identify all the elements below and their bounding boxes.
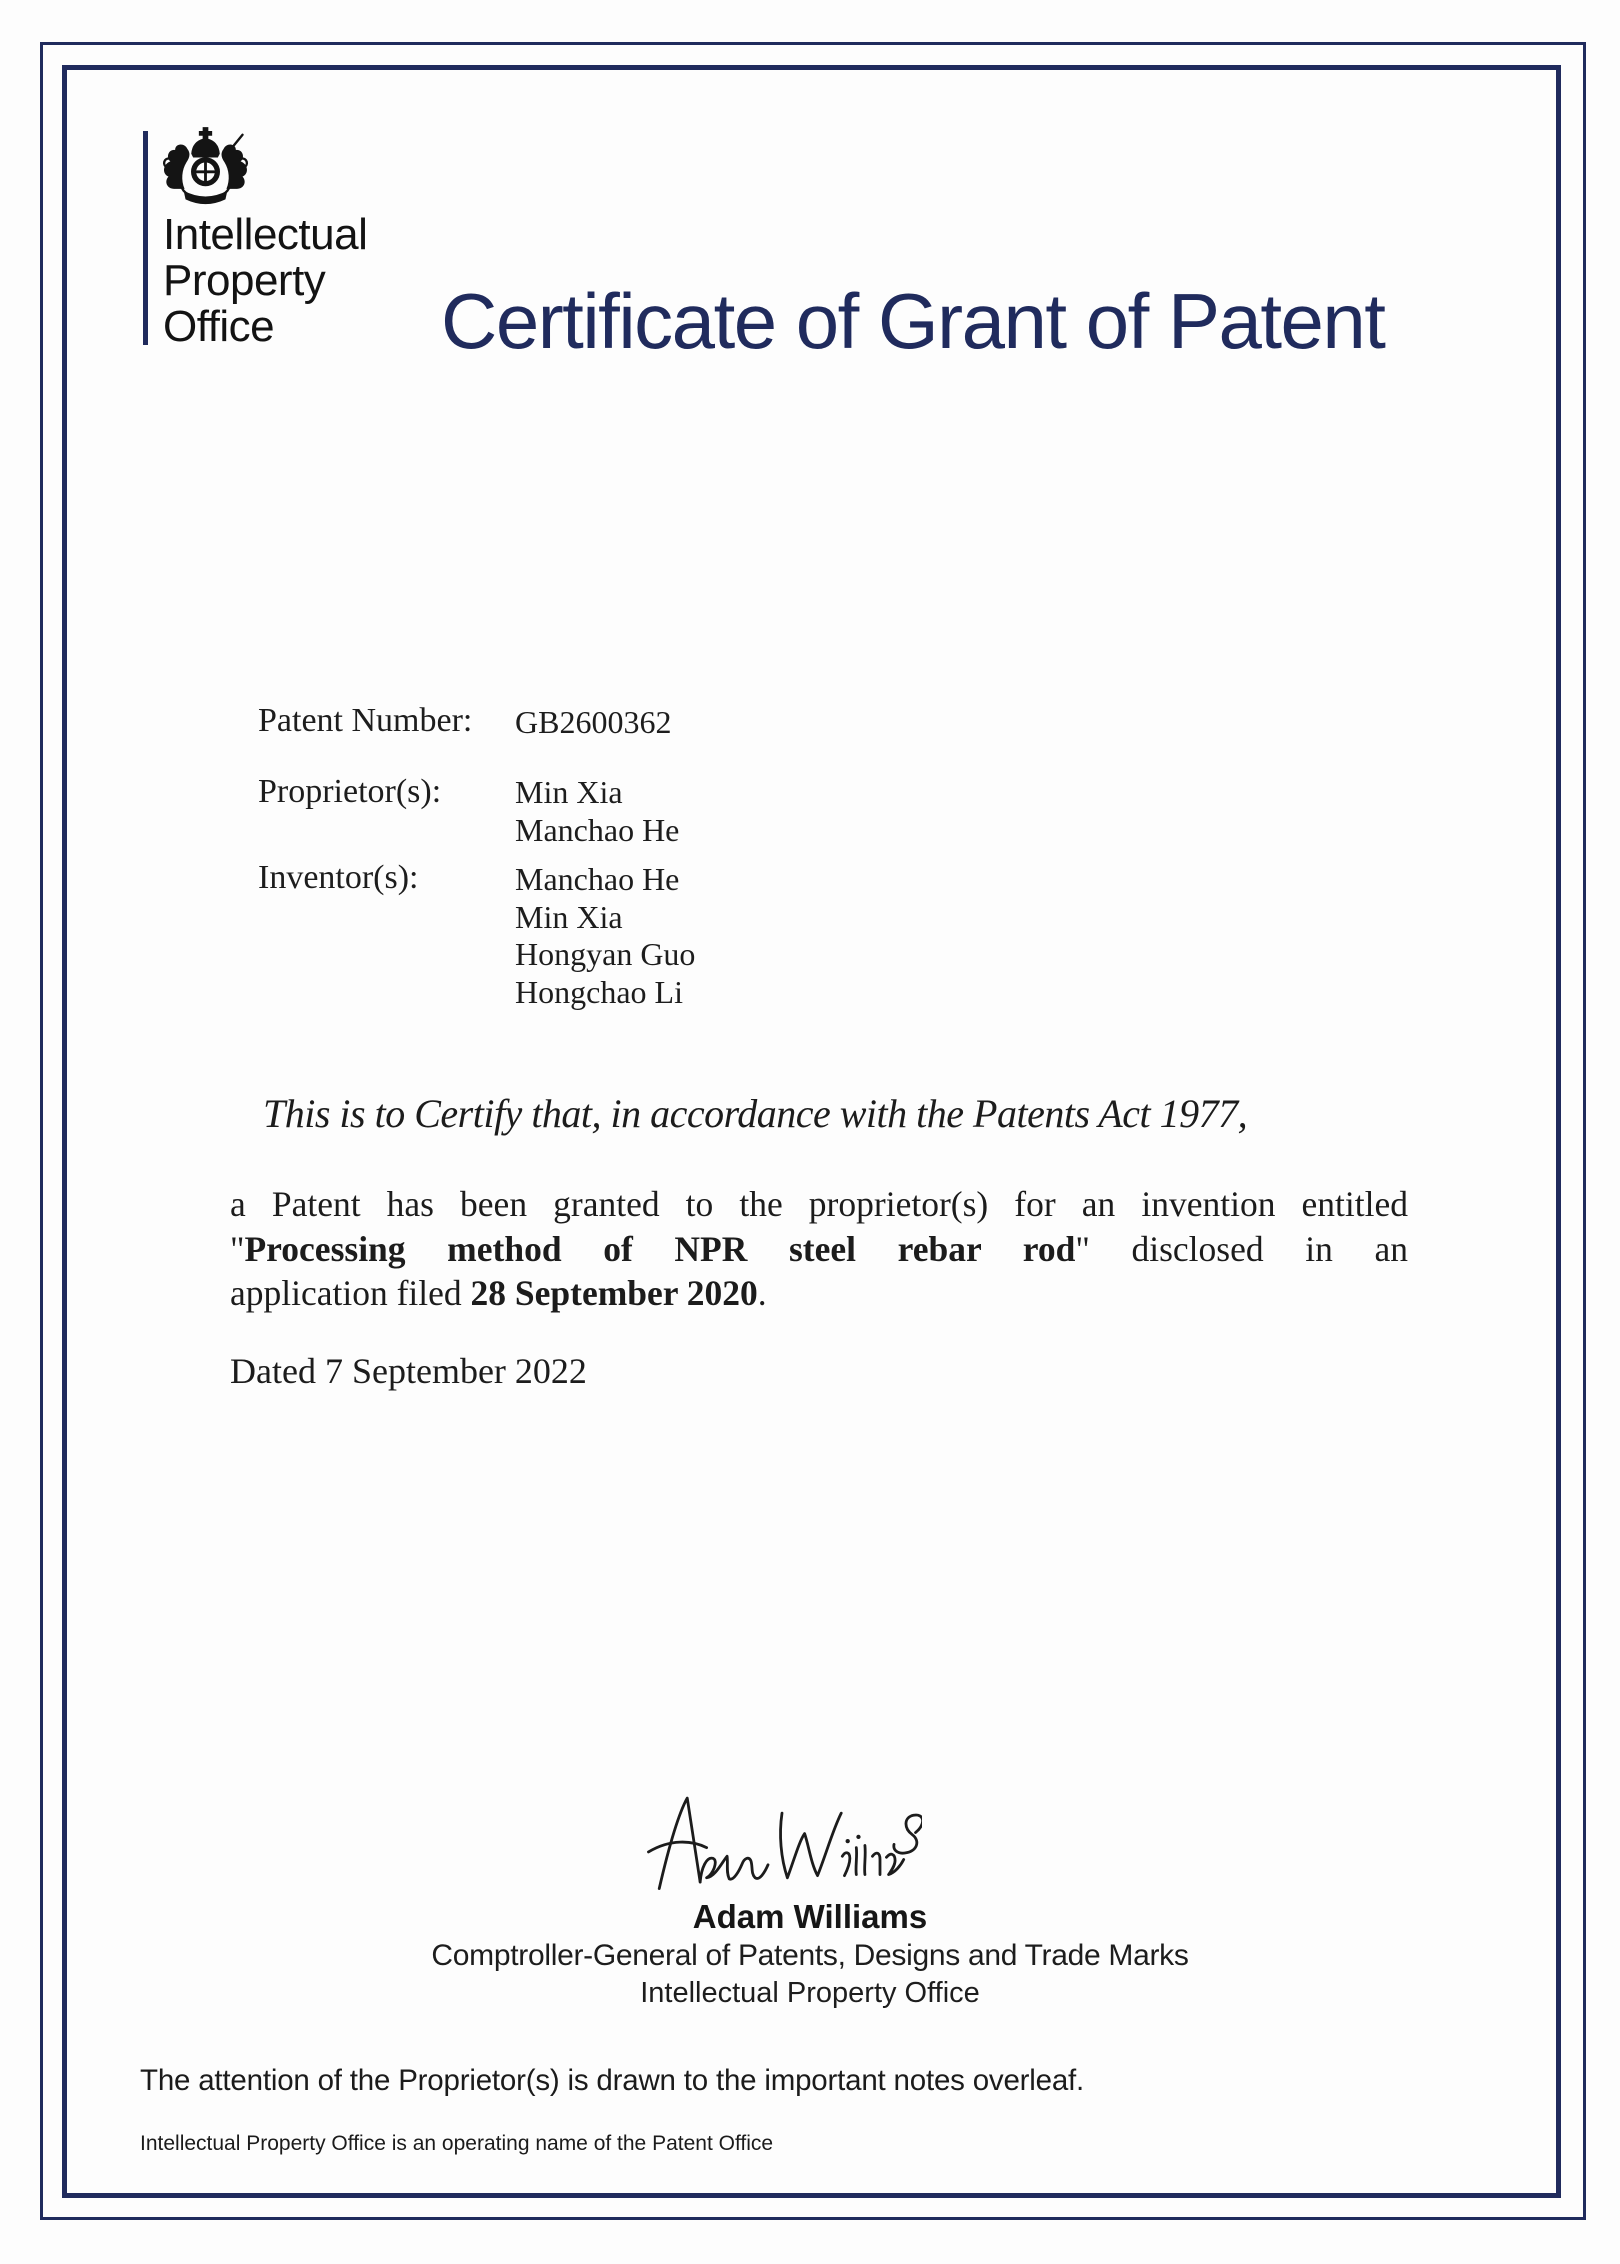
proprietors-values: [515, 774, 679, 849]
dated-line: Dated 7 September 2022: [230, 1351, 587, 1391]
inventors-label: Inventor(s):: [258, 859, 419, 896]
patent-number-value: [515, 704, 671, 742]
inventors-values: [515, 861, 695, 1011]
proprietor-notice: The attention of the Proprietor(s) is drawn to the important notes overleaf.: [140, 2064, 1085, 2097]
certificate-title: Certificate of Grant of Patent: [441, 277, 1385, 365]
filing-date: 28 September 2020: [470, 1273, 758, 1313]
invention-title: Processing method of NPR steel rebar rod: [244, 1228, 1076, 1269]
signatory-organisation: Intellectual Property Office: [640, 1977, 980, 2009]
logo-line-intellectual: Intellectual: [163, 210, 368, 259]
signatory-name: Adam Williams: [692, 1898, 928, 1935]
grant-text: a Patent has been granted to the proprietor(s) for an invention entitled: [230, 1184, 1408, 1224]
inventor-name: Hongchao Li: [515, 973, 683, 1010]
ipo-logo-wordmark: [163, 212, 483, 350]
grant-paragraph-line-2: [230, 1227, 1408, 1272]
certify-statement: This is to Certify that, in accordance with the Patents Act 1977,: [263, 1091, 1248, 1136]
proprietor-name: Min Xia: [515, 774, 623, 810]
grant-text: .: [757, 1273, 767, 1313]
quote-open: ": [230, 1228, 245, 1269]
grant-paragraph: [230, 1182, 1408, 1316]
patent-number: GB2600362: [515, 704, 672, 740]
patent-number-label: Patent Number:: [258, 702, 473, 739]
signature-handwriting-icon: [642, 1788, 922, 1904]
logo-line-property: Property: [163, 256, 326, 305]
logo-vertical-bar: [143, 131, 148, 345]
inventor-name: Manchao He: [515, 861, 680, 897]
inventor-name: Hongyan Guo: [515, 936, 696, 972]
proprietors-label: Proprietor(s):: [258, 773, 442, 810]
grant-paragraph-line-1: [230, 1182, 1408, 1227]
operating-name-footnote: Intellectual Property Office is an operating name of the Patent Office: [140, 2132, 774, 2155]
proprietor-name: Manchao He: [515, 811, 680, 848]
grant-text: " disclosed in an: [1075, 1228, 1409, 1269]
grant-paragraph-line-3: [230, 1271, 1408, 1316]
inventor-name: Min Xia: [515, 898, 623, 935]
signatory-role: Comptroller-General of Patents, Designs and Trade Marks: [431, 1939, 1189, 1972]
grant-text: application filed: [230, 1273, 471, 1313]
logo-line-office: Office: [163, 302, 275, 351]
royal-coat-of-arms-icon: [158, 126, 253, 210]
